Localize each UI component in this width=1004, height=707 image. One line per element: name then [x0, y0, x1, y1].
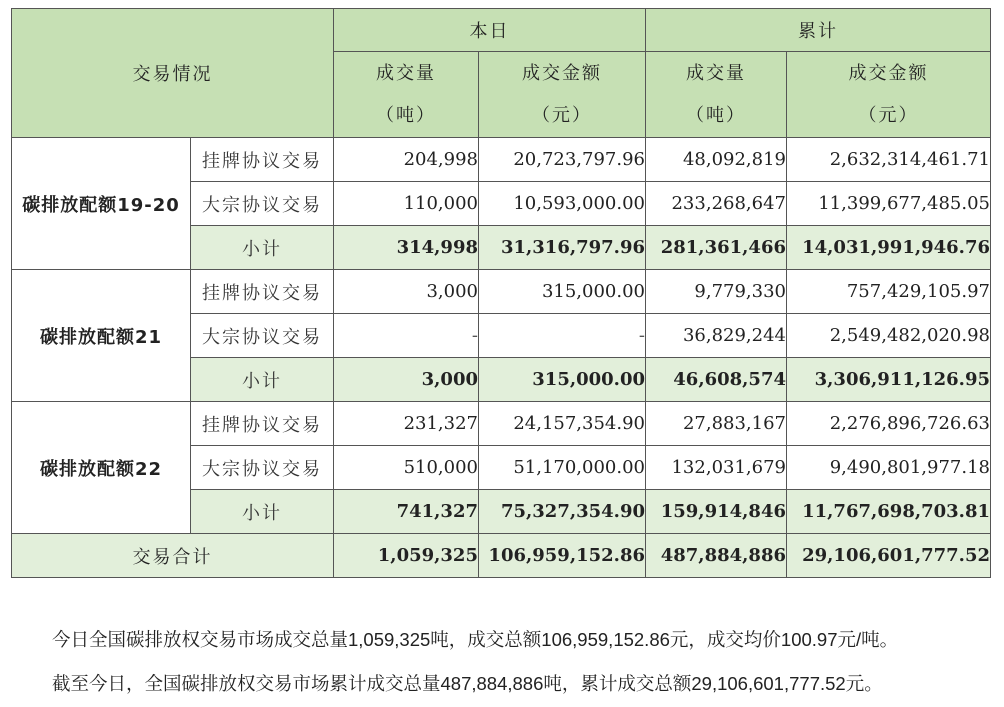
table-row: [12, 138, 991, 182]
today-volume-cell: 3,000: [334, 358, 479, 402]
summary-cumulative: 截至今日，全国碳排放权交易市场累计成交总量487,884,886吨，累计成交总额29,106,601,777.52元。: [52, 673, 883, 694]
cum-volume-cell: 36,829,244: [646, 314, 787, 358]
cum-volume-cell: 159,914,846: [646, 490, 787, 534]
header-cum-volume: [646, 52, 787, 138]
grand-total-row: [12, 534, 991, 578]
today-amount-cell: 10,593,000.00: [479, 182, 646, 226]
cum-amount-cell: 2,549,482,020.98: [787, 314, 991, 358]
cum-volume-cell: 281,361,466: [646, 226, 787, 270]
subtotal-label: 小计: [191, 490, 334, 534]
cum-amount-cell: 11,399,677,485.05: [787, 182, 991, 226]
amount-label: 成交金额: [522, 62, 602, 84]
trade-type-cell: 大宗协议交易: [191, 314, 334, 358]
cum-volume-cell: 48,092,819: [646, 138, 787, 182]
cum-amount-cell: 9,490,801,977.18: [787, 446, 991, 490]
volume-label: 成交量: [376, 62, 436, 84]
today-amount-cell: -: [479, 314, 646, 358]
trade-type-cell: 挂牌协议交易: [191, 402, 334, 446]
cum-amount-cell: 3,306,911,126.95: [787, 358, 991, 402]
cum-volume-cell: 27,883,167: [646, 402, 787, 446]
header-trading-situation: 交易情况: [12, 9, 334, 138]
today-amount-cell: 106,959,152.86: [479, 534, 646, 578]
cum-amount-cell: 2,632,314,461.71: [787, 138, 991, 182]
today-volume-cell: -: [334, 314, 479, 358]
trade-type-cell: 大宗协议交易: [191, 446, 334, 490]
volume-unit: （吨）: [376, 104, 436, 126]
today-amount-cell: 315,000.00: [479, 358, 646, 402]
table-row: [12, 270, 991, 314]
grand-total-label: 交易合计: [12, 534, 334, 578]
cum-amount-cell: 29,106,601,777.52: [787, 534, 991, 578]
trade-type-cell: 挂牌协议交易: [191, 138, 334, 182]
table-row: [12, 402, 991, 446]
volume-unit: （吨）: [686, 104, 746, 126]
today-amount-cell: 315,000.00: [479, 270, 646, 314]
category-cell: 碳排放配额21: [12, 270, 191, 402]
today-amount-cell: 31,316,797.96: [479, 226, 646, 270]
cum-volume-cell: 132,031,679: [646, 446, 787, 490]
trade-type-cell: 挂牌协议交易: [191, 270, 334, 314]
cum-amount-cell: 2,276,896,726.63: [787, 402, 991, 446]
header-today: 本日: [334, 9, 646, 52]
today-amount-cell: 24,157,354.90: [479, 402, 646, 446]
header-cum-amount: [787, 52, 991, 138]
amount-unit: （元）: [858, 104, 919, 126]
subtotal-label: 小计: [191, 358, 334, 402]
today-volume-cell: 314,998: [334, 226, 479, 270]
category-cell: 碳排放配额22: [12, 402, 191, 534]
today-amount-cell: 51,170,000.00: [479, 446, 646, 490]
today-volume-cell: 231,327: [334, 402, 479, 446]
cum-volume-cell: 9,779,330: [646, 270, 787, 314]
cum-volume-cell: 233,268,647: [646, 182, 787, 226]
cum-amount-cell: 757,429,105.97: [787, 270, 991, 314]
amount-unit: （元）: [532, 104, 592, 126]
volume-label: 成交量: [686, 62, 746, 84]
category-cell: 碳排放配额19-20: [12, 138, 191, 270]
carbon-trading-table: [11, 8, 991, 578]
summary-today: 今日全国碳排放权交易市场成交总量1,059,325吨，成交总额106,959,152.86元，成交均价100.97元/吨。: [52, 629, 899, 650]
amount-label: 成交金额: [848, 62, 929, 84]
trade-type-cell: 大宗协议交易: [191, 182, 334, 226]
today-volume-cell: 3,000: [334, 270, 479, 314]
cum-volume-cell: 487,884,886: [646, 534, 787, 578]
subtotal-label: 小计: [191, 226, 334, 270]
header-today-amount: [479, 52, 646, 138]
today-amount-cell: 20,723,797.96: [479, 138, 646, 182]
header-cumulative: 累计: [646, 9, 991, 52]
today-volume-cell: 1,059,325: [334, 534, 479, 578]
cum-amount-cell: 11,767,698,703.81: [787, 490, 991, 534]
today-volume-cell: 110,000: [334, 182, 479, 226]
cum-amount-cell: 14,031,991,946.76: [787, 226, 991, 270]
today-volume-cell: 204,998: [334, 138, 479, 182]
today-volume-cell: 741,327: [334, 490, 479, 534]
cum-volume-cell: 46,608,574: [646, 358, 787, 402]
today-volume-cell: 510,000: [334, 446, 479, 490]
header-today-volume: [334, 52, 479, 138]
today-amount-cell: 75,327,354.90: [479, 490, 646, 534]
